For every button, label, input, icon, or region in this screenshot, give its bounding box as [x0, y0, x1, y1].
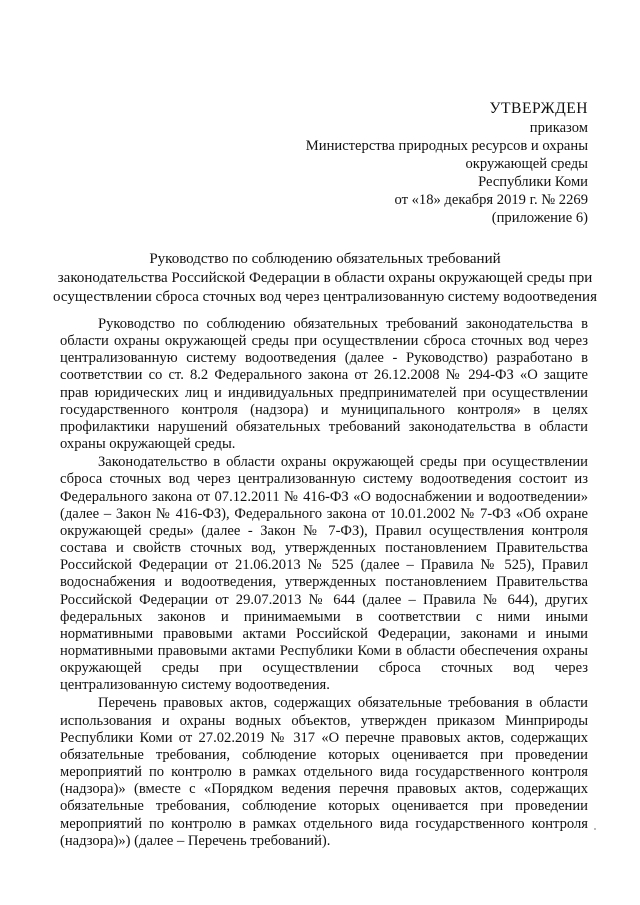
approval-line: окружающей среды: [465, 156, 588, 172]
paragraph: Перечень правовых актов, содержащих обязательные требования в области использования и охраны водных объектов, утвержден приказом Минприроды Республики Коми от 27.02.2019 № 317 «О перечне правовых актов, содержащих обязательные требования, соблюдение которых оценивается при проведении мероприятий по контролю в рамках отдельного вида государственного контроля (надзора)» (вместе с «Порядком ведения перечня правовых актов, содержащих обязательные требования, соблюдение которых оценивается при проведении мероприятий по контролю в рамках отдельного вида государственного контроля (надзора)») (далее – Перечень требований).: [60, 695, 588, 849]
document-title: [40, 250, 610, 307]
approval-title: УТВЕРЖДЕН: [489, 100, 588, 117]
document-body: [60, 316, 588, 850]
approval-line: приказом: [529, 120, 588, 136]
title-line: законодательства Российской Федерации в области охраны окружающей среды при: [57, 270, 593, 286]
scan-speck: [594, 828, 596, 830]
approval-appendix: (приложение 6): [491, 210, 588, 226]
title-line: осуществлении сброса сточных вод через централизованную систему водоотведения: [53, 289, 597, 305]
approval-line: Республики Коми: [478, 174, 588, 190]
approval-order-date: от «18» декабря 2019 г. № 2269: [394, 192, 588, 208]
paragraph: Законодательство в области охраны окружающей среды при осуществлении сброса сточных вод через централизованную систему водоотведения состоит из Федерального закона от 07.12.2011 № 416-ФЗ «О водоснабжении и водоотведении» (далее – Закон № 416-ФЗ), Федерального закона от 10.01.2002 № 7-ФЗ «Об охране окружающей среды» (далее - Закон № 7-ФЗ), Правил осуществления контроля состава и свойств сточных вод, утвержденных постановлением Правительства Российской Федерации от 21.06.2013 № 525 (далее – Правила № 525), Правил водоснабжения и водоотведения, утвержденных постановлением Правительства Российской Федерации от 29.07.2013 № 644 (далее – Правила № 644), других федеральных законов и принимаемыми в соответствии с ними иными нормативными правовыми актами Российской Федерации, законами и иными нормативными правовыми актами Республики Коми в области обеспечения охраны окружающей среды при осуществлении сброса сточных вод через централизованную систему водоотведения.: [60, 454, 588, 694]
approval-line: Министерства природных ресурсов и охраны: [305, 138, 588, 154]
title-line: Руководство по соблюдению обязательных требований: [149, 251, 501, 267]
paragraph: Руководство по соблюдению обязательных требований законодательства в области охраны окружающей среды при осуществлении сброса сточных вод через централизованную систему водоотведения (далее - Руководство) разработано в соответствии со ст. 8.2 Федерального закона от 26.12.2008 № 294-ФЗ «О защите прав юридических лиц и индивидуальных предпринимателей при осуществлении государственного контроля (надзора) и муниципального контроля» в целях профилактики нарушений обязательных требований законодательства в области охраны окружающей среды.: [60, 316, 588, 453]
approval-stamp: [268, 100, 588, 227]
